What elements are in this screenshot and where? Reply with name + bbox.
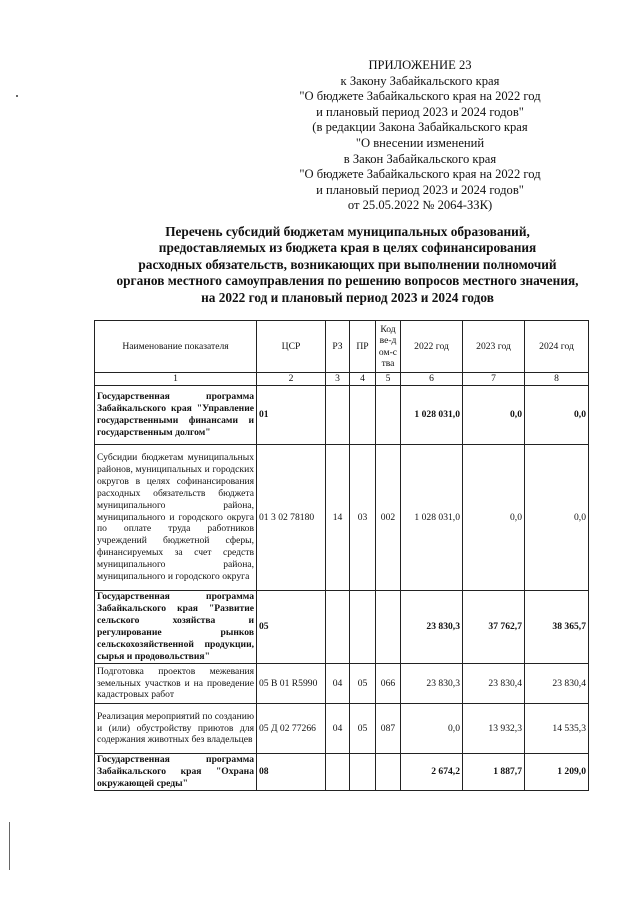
appendix-header [250,58,590,214]
row-name: Государственная программа Забайкальского края "Управление государственными финансами и государственным долгом" [95,386,257,445]
title-line: предоставляемых из бюджета края в целях софинансирования [158,240,537,256]
header-2023: 2023 год [463,321,525,373]
row-pr [350,386,376,445]
col-number: 2 [257,373,326,386]
row-2022: 1 028 031,0 [401,386,463,445]
row-rz [326,754,350,791]
table-row [95,754,589,791]
title-line: органов местного самоуправления по решению вопросов местного значения, [116,273,579,289]
appendix-line: "О бюджете Забайкальского края на 2022 год [299,89,541,104]
appendix-line: к Закону Забайкальского края [340,73,500,88]
row-2022: 23 830,3 [401,664,463,704]
appendix-line: (в редакции Закона Забайкальского края [312,120,528,135]
row-rz: 04 [326,664,350,704]
row-csr: 05 Д 02 77266 [257,704,326,754]
col-number: 8 [525,373,589,386]
row-2023: 23 830,4 [463,664,525,704]
row-name: Реализация мероприятий по созданию и (или) обустройству приютов для содержания животных без владельцев [95,704,257,754]
table-row [95,445,589,591]
col-number: 3 [326,373,350,386]
row-kod: 066 [376,664,401,704]
header-name: Наименование показателя [95,321,257,373]
header-2022: 2022 год [401,321,463,373]
row-pr [350,591,376,664]
row-name: Подготовка проектов межевания земельных участков и на проведение кадастровых работ [95,664,257,704]
row-2023: 0,0 [463,445,525,591]
document-title [95,224,600,306]
row-pr: 05 [350,704,376,754]
row-kod: 087 [376,704,401,754]
subsidies-table [94,320,589,791]
header-csr: ЦСР [257,321,326,373]
header-pr: ПР [350,321,376,373]
row-2023: 37 762,7 [463,591,525,664]
row-2023: 0,0 [463,386,525,445]
row-2024: 23 830,4 [525,664,589,704]
appendix-line: "О бюджете Забайкальского края на 2022 год [299,167,541,182]
appendix-line: от 25.05.2022 № 2064-ЗЗК) [347,198,493,213]
row-name: Государственная программа Забайкальского края "Развитие сельского хозяйства и регулирование рынков сельскохозяйственной продукции, сырья и продовольствия" [95,591,257,664]
row-name: Государственная программа Забайкальского края "Охрана окружающей среды" [95,754,257,791]
row-pr: 03 [350,445,376,591]
row-rz [326,386,350,445]
table-row [95,591,589,664]
appendix-line: и плановый период 2023 и 2024 годов" [316,182,524,197]
row-2022: 1 028 031,0 [401,445,463,591]
row-csr: 08 [257,754,326,791]
appendix-line: ПРИЛОЖЕНИЕ 23 [368,58,472,72]
row-rz: 14 [326,445,350,591]
row-2023: 13 932,3 [463,704,525,754]
scan-margin-mark [9,822,10,870]
col-number: 6 [401,373,463,386]
column-number-row [95,373,589,386]
row-rz: 04 [326,704,350,754]
row-kod [376,591,401,664]
row-pr: 05 [350,664,376,704]
appendix-line: в Закон Забайкальского края [343,151,497,166]
title-line: на 2022 год и плановый период 2023 и 2024 годов [201,289,494,305]
row-csr: 01 [257,386,326,445]
row-kod [376,386,401,445]
row-name: Субсидии бюджетам муниципальных районов, муниципальных и городских округов в целях софинансирования расходных обязательств бюджета муниципального района, муниципального и городского округа по оплате труда работников учреждений бюджетной сферы, финансируемых за счет средств муниципального района, муниципального и городского округа [95,445,257,591]
table-row [95,704,589,754]
header-rz: РЗ [326,321,350,373]
title-line: расходных обязательств, возникающих при выполнении полномочий [138,256,557,272]
table-header-row [95,321,589,373]
row-pr [350,754,376,791]
row-2022: 2 674,2 [401,754,463,791]
row-csr: 01 3 02 78180 [257,445,326,591]
row-rz [326,591,350,664]
row-csr: 05 [257,591,326,664]
row-kod [376,754,401,791]
table-row [95,386,589,445]
header-kod: Код ве-дом-ства [376,321,401,373]
row-2024: 38 365,7 [525,591,589,664]
col-number: 7 [463,373,525,386]
row-2024: 0,0 [525,386,589,445]
row-2024: 0,0 [525,445,589,591]
header-2024: 2024 год [525,321,589,373]
row-2023: 1 887,7 [463,754,525,791]
row-kod: 002 [376,445,401,591]
row-csr: 05 В 01 R5990 [257,664,326,704]
col-number: 4 [350,373,376,386]
row-2024: 14 535,3 [525,704,589,754]
appendix-line: "О внесении изменений [355,135,485,150]
row-2022: 23 830,3 [401,591,463,664]
row-2022: 0,0 [401,704,463,754]
title-line: Перечень субсидий бюджетам муниципальных образований, [165,224,530,239]
table-row [95,664,589,704]
appendix-line: и плановый период 2023 и 2024 годов" [316,104,524,119]
row-2024: 1 209,0 [525,754,589,791]
col-number: 5 [376,373,401,386]
scan-dust-dot [16,95,18,97]
col-number: 1 [95,373,257,386]
